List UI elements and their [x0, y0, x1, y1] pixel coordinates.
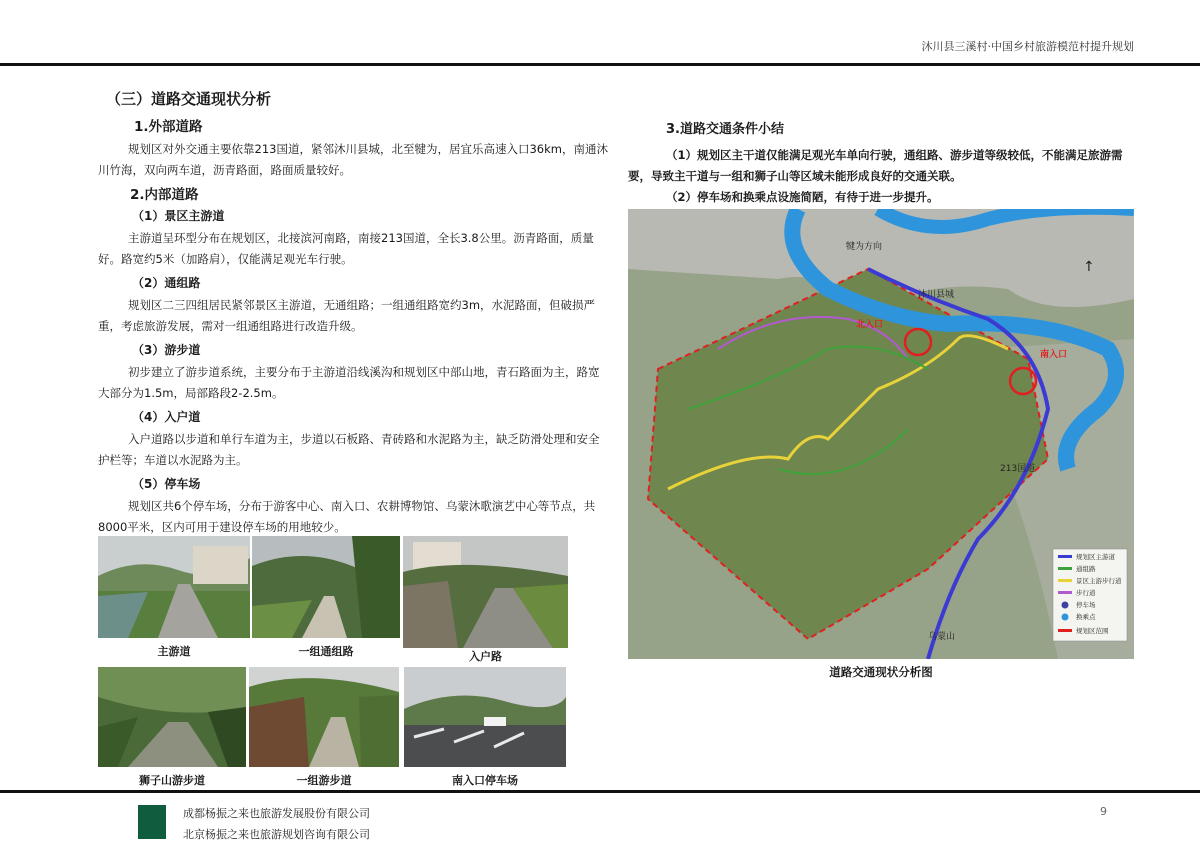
legend-item-boundary: 规划区范围: [1076, 627, 1109, 635]
parking-paragraph: 规划区共6个停车场，分布于游客中心、南入口、农耕博物馆、乌蒙沐歌演艺中心等节点，共8000平米，区内可用于建设停车场的用地较少。: [98, 499, 596, 534]
external-road-heading: 1.外部道路: [134, 119, 203, 135]
map-label-north-entry: 北入口: [856, 320, 884, 330]
internal-road-heading: 2.内部道路: [130, 187, 199, 203]
photo-caption-south-entry-parking: 南入口停车场: [452, 774, 518, 787]
legend-item-group-road: 通组路: [1076, 565, 1096, 573]
footer-company-2: 北京杨振之来也旅游规划咨询有限公司: [183, 828, 370, 841]
road-traffic-map: [628, 209, 1134, 659]
photo-caption-household-road: 入户路: [469, 650, 502, 663]
photo-caption-lion-mountain-footpath: 狮子山游步道: [139, 774, 205, 787]
main-tour-road-title: （1）景区主游道: [132, 209, 225, 223]
legend-item-main-road: 规划区主游道: [1076, 553, 1115, 561]
footer-rule: [0, 790, 1200, 793]
map-caption: 道路交通现状分析图: [829, 665, 933, 679]
traffic-summary-point-1: （1）规划区主干道仅能满足观光车单向行驶，通组路、游步道等级较低，不能满足旅游需要，导致主干道与一组和狮子山等区域未能形成良好的交通关联。: [628, 148, 1123, 183]
legend-item-footpath: 步行道: [1076, 589, 1096, 597]
legend-item-scenic-path: 景区主游步行道: [1076, 577, 1122, 585]
company-logo: [138, 805, 166, 839]
traffic-summary-point-2: （2）停车场和换乘点设施简陋，有待于进一步提升。: [666, 190, 939, 204]
group-road-paragraph: 规划区二三四组居民紧邻景区主游道，无通组路；一组通组路宽约3m，水泥路面，但破损严重，考虑旅游发展，需对一组通组路进行改造升级。: [98, 298, 596, 333]
traffic-summary-heading: 3.道路交通条件小结: [666, 122, 784, 137]
svg-text:↑: ↑: [1083, 259, 1095, 275]
map-label-city: 沐川县城: [918, 290, 955, 300]
photo-group-road: [252, 536, 400, 638]
photo-main-tour-road: [98, 536, 250, 638]
photo-south-entry-parking: [404, 667, 566, 767]
household-road-paragraph: 入户道路以步道和单行车道为主，步道以石板路、青砖路和水泥路为主，缺乏防滑处理和安全护栏等；车道以水泥路为主。: [98, 432, 600, 467]
photo-caption-group-road: 一组通组路: [298, 645, 354, 658]
footpath-title: （3）游步道: [132, 343, 201, 357]
map-label-road-south: 乌蒙山: [928, 632, 956, 642]
left-column: [98, 88, 608, 540]
footer-company-1: 成都杨振之来也旅游发展股份有限公司: [183, 807, 370, 820]
legend-item-transfer: 换乘点: [1076, 613, 1096, 621]
photo-household-road: [403, 536, 568, 648]
photo-caption-group-footpath: 一组游步道: [296, 774, 352, 787]
photo-caption-main-tour-road: 主游道: [157, 645, 191, 658]
main-tour-road-paragraph: 主游道呈环型分布在规划区，北接滨河南路，南接213国道，全长3.8公里。沥青路面，质量好。路宽约5米（加路肩），仅能满足观光车行驶。: [98, 231, 594, 266]
map-label-south-entry: 南入口: [1040, 350, 1068, 360]
right-column: [628, 118, 1134, 208]
external-road-paragraph: 规划区对外交通主要依靠213国道，紧邻沐川县城，北至犍为，居宜乐高速入口36km，南通沐川竹海，双向两车道，沥青路面，路面质量较好。: [98, 142, 608, 177]
photo-group-footpath: [249, 667, 399, 767]
section-title: （三）道路交通现状分析: [106, 90, 272, 108]
document-header-title: 沐川县三溪村·中国乡村旅游模范村提升规划: [921, 40, 1134, 53]
footpath-paragraph: 初步建立了游步道系统，主要分布于主游道沿线溪沟和规划区中部山地，青石路面为主，路宽大部分为1.5m，局部路段2-2.5m。: [98, 365, 600, 400]
parking-title: （5）停车场: [132, 477, 201, 491]
map-label-road-213: 213国道: [1000, 464, 1036, 474]
photo-lion-mountain-footpath: [98, 667, 246, 767]
group-road-title: （2）通组路: [132, 276, 201, 290]
household-road-title: （4）入户道: [132, 410, 201, 424]
map-label-road-north: 犍为方向: [846, 242, 883, 252]
page-number: 9: [1100, 805, 1107, 818]
header-rule: [0, 63, 1200, 66]
legend-item-parking: 停车场: [1076, 601, 1096, 609]
